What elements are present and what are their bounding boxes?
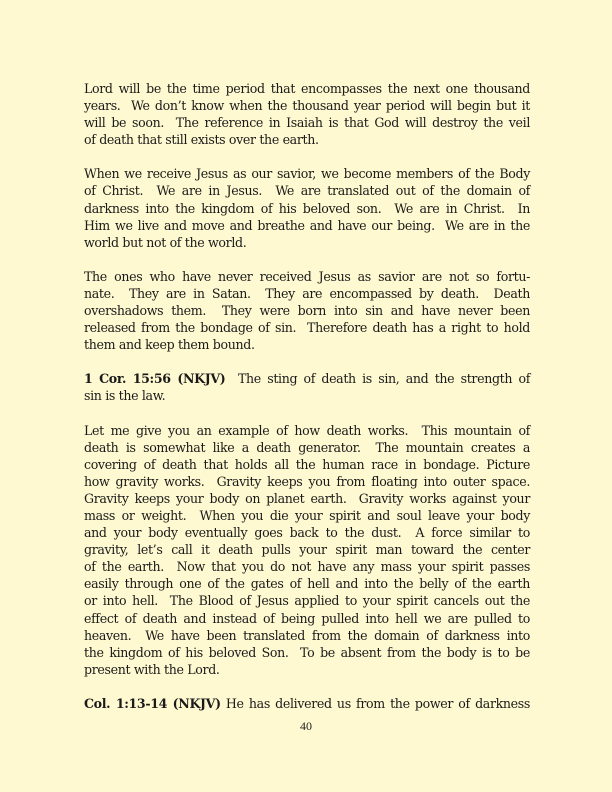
line-text: The ones who have never received Jesus as savior are not so fortu- xyxy=(84,268,530,284)
line-text: the kingdom of his beloved Son. To be absent from the body is to be xyxy=(84,644,530,660)
text-line xyxy=(84,114,530,131)
scripture-paragraph xyxy=(84,370,530,404)
scripture-paragraph xyxy=(84,695,530,712)
text-line xyxy=(84,473,530,490)
line-text: The sting of death is sin, and the strength of xyxy=(225,371,530,387)
text-line xyxy=(84,661,530,678)
line-text: darkness into the kingdom of his beloved son. We are in Christ. In xyxy=(84,200,530,216)
line-text: Him we live and move and breathe and have our being. We are in the xyxy=(84,217,530,233)
line-text: Let me give you an example of how death works. This mountain of xyxy=(84,422,530,438)
text-line xyxy=(84,268,530,285)
line-text: When we receive Jesus as our savior, we become members of the Body xyxy=(84,166,530,182)
line-text: covering of death that holds all the human race in bondage. Picture xyxy=(84,456,530,472)
text-line xyxy=(84,507,530,524)
line-text: of Christ. We are in Jesus. We are translated out of the domain of xyxy=(84,183,530,199)
text-line xyxy=(84,131,530,148)
scripture-reference: Col. 1:13-14 (NKJV) xyxy=(84,695,221,711)
text-line xyxy=(84,97,530,114)
text-line xyxy=(84,182,530,199)
line-text: world but not of the world. xyxy=(84,234,247,250)
text-line xyxy=(84,610,530,627)
text-line xyxy=(84,644,530,661)
text-line xyxy=(84,558,530,575)
line-text: of the earth. Now that you do not have any mass your spirit passes xyxy=(84,559,530,575)
text-line xyxy=(84,234,530,251)
scripture-reference: 1 Cor. 15:56 (NKJV) xyxy=(84,371,226,387)
line-text: or into hell. The Blood of Jesus applied to your spirit cancels out the xyxy=(84,593,530,609)
line-text: released from the bondage of sin. Therefore death has a right to hold xyxy=(84,320,530,336)
text-line xyxy=(84,319,530,336)
text-line xyxy=(84,200,530,217)
line-text: how gravity works. Gravity keeps you from floating into outer space. xyxy=(84,473,530,489)
line-text: will be soon. The reference in Isaiah is that God will destroy the veil xyxy=(84,115,530,131)
text-line xyxy=(84,490,530,507)
line-text: present with the Lord. xyxy=(84,661,220,677)
paragraph xyxy=(84,422,530,678)
page-number: 40 xyxy=(300,719,312,733)
paragraph xyxy=(84,165,530,250)
text-line xyxy=(84,165,530,182)
text-line xyxy=(84,627,530,644)
text-line xyxy=(84,695,530,712)
line-text: gravity, let’s call it death pulls your spirit man toward the center xyxy=(84,542,530,558)
line-text: of death that still exists over the earth. xyxy=(84,132,319,148)
line-text: overshadows them. They were born into sin and have never been xyxy=(84,303,530,319)
text-line xyxy=(84,302,530,319)
text-line xyxy=(84,575,530,592)
line-text: nate. They are in Satan. They are encompassed by death. Death xyxy=(84,285,530,301)
line-text: them and keep them bound. xyxy=(84,337,255,353)
text-line xyxy=(84,422,530,439)
line-text: effect of death and instead of being pulled into hell we are pulled to xyxy=(84,610,530,626)
text-line xyxy=(84,592,530,609)
text-line xyxy=(84,541,530,558)
paragraph xyxy=(84,268,530,353)
line-text: mass or weight. When you die your spirit and soul leave your body xyxy=(84,507,530,523)
line-text: heaven. We have been translated from the domain of darkness into xyxy=(84,627,530,643)
line-text: Gravity keeps your body on planet earth. Gravity works against your xyxy=(84,490,530,506)
text-line xyxy=(84,439,530,456)
body-text xyxy=(84,80,530,729)
text-line xyxy=(84,217,530,234)
line-text: easily through one of the gates of hell and into the belly of the earth xyxy=(84,576,530,592)
text-line xyxy=(84,370,530,387)
line-text: death is somewhat like a death generator. The mountain creates a xyxy=(84,439,530,455)
text-line xyxy=(84,80,530,97)
text-line xyxy=(84,285,530,302)
text-line xyxy=(84,524,530,541)
line-text: sin is the law. xyxy=(84,388,166,404)
text-line xyxy=(84,336,530,353)
text-line xyxy=(84,456,530,473)
text-line xyxy=(84,387,530,404)
line-text: He has delivered us from the power of darkness xyxy=(220,695,530,711)
paragraph xyxy=(84,80,530,148)
line-text: and your body eventually goes back to the dust. A force similar to xyxy=(84,525,530,541)
line-text: years. We don’t know when the thousand year period will begin but it xyxy=(84,98,530,114)
line-text: Lord will be the time period that encompasses the next one thousand xyxy=(84,81,530,96)
